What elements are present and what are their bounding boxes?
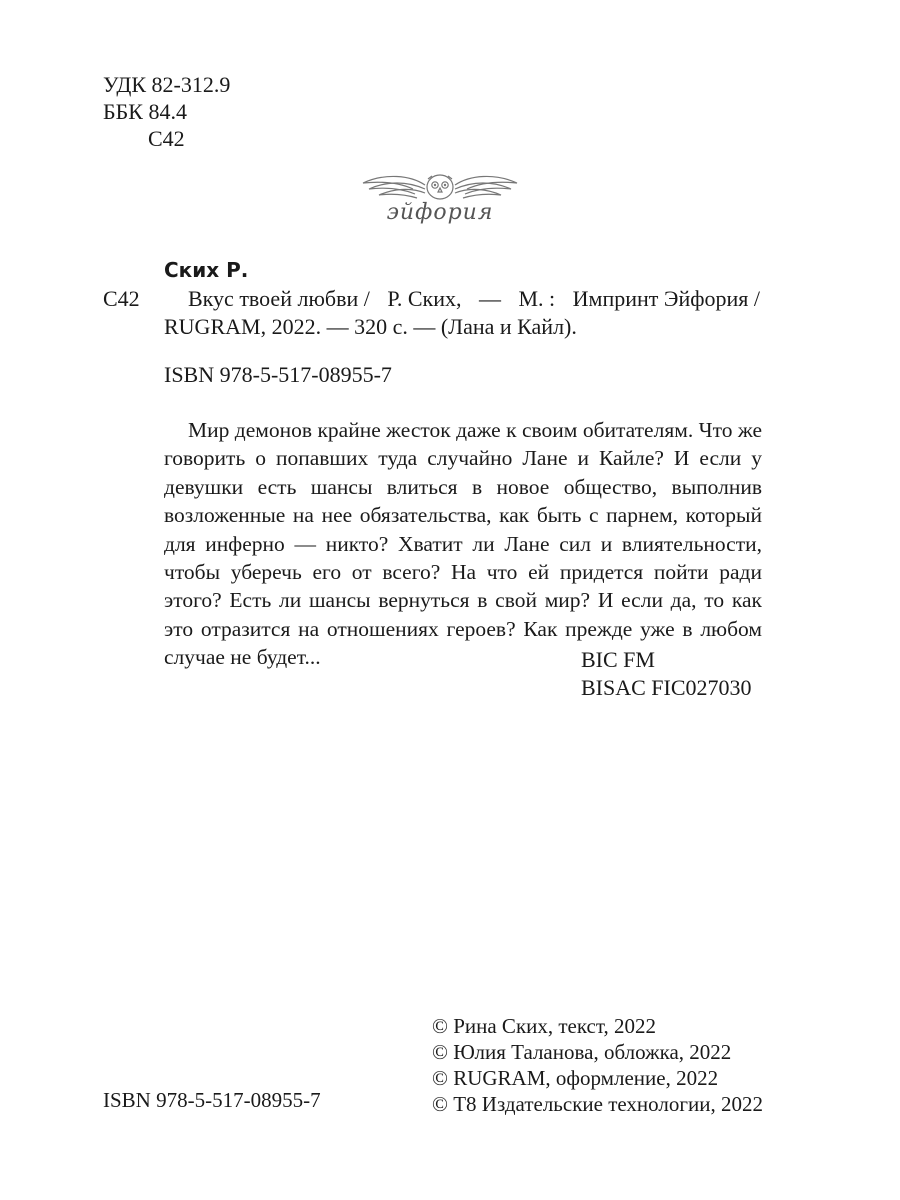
bbk-code: ББК 84.4 xyxy=(103,99,187,124)
isbn-record: ISBN 978-5-517-08955-7 xyxy=(164,362,392,387)
bibliographic-description-line1 xyxy=(188,286,760,312)
copyright-line: © Юлия Таланова, обложка, 2022 xyxy=(432,1040,732,1064)
desc-part-city: М. : xyxy=(518,286,556,311)
author-sign-record: С42 xyxy=(103,286,140,311)
udk-code: УДК 82-312.9 xyxy=(103,72,231,97)
copyright-line: © Рина Ских, текст, 2022 xyxy=(432,1014,656,1038)
annotation-paragraph: Мир демонов крайне жесток даже к своим обитателям. Что же говорить о попавших туда случайно Лане и Кайле? И если у девушки есть шансы влиться в новое общество, выполнив возложенные на нее обязательства, как быть с парнем, который для инферно — никто? Хватит ли Лане сил и влиятельности, чтобы уберечь его от всего? На что ей придется пойти ради этого? Есть ли шансы вернуться в свой мир? И если да, то как это отразится на отношениях героев? Как прежде уже в любом случае не будет... xyxy=(164,418,762,670)
bic-code: BIC FM xyxy=(581,647,655,672)
bibliographic-description-line2: RUGRAM, 2022. — 320 с. — (Лана и Кайл). xyxy=(164,314,577,339)
desc-part-imprint: Импринт Эйфория / xyxy=(572,286,760,311)
desc-part-dash: — xyxy=(478,286,501,311)
author-heading: Ских Р. xyxy=(164,258,249,282)
copyright-line: © RUGRAM, оформление, 2022 xyxy=(432,1066,719,1090)
copyright-line: © Т8 Издательские технологии, 2022 xyxy=(432,1092,763,1116)
desc-part-author: Р. Ских, xyxy=(387,286,462,311)
desc-part-title: Вкус твоей любви / xyxy=(188,286,370,311)
isbn-footer: ISBN 978-5-517-08955-7 xyxy=(103,1088,321,1112)
bisac-code: BISAC FIC027030 xyxy=(581,675,752,700)
publisher-logo-text: эйфория xyxy=(386,200,494,225)
copyright-block xyxy=(432,1013,763,1117)
author-sign-top: С42 xyxy=(148,126,185,151)
